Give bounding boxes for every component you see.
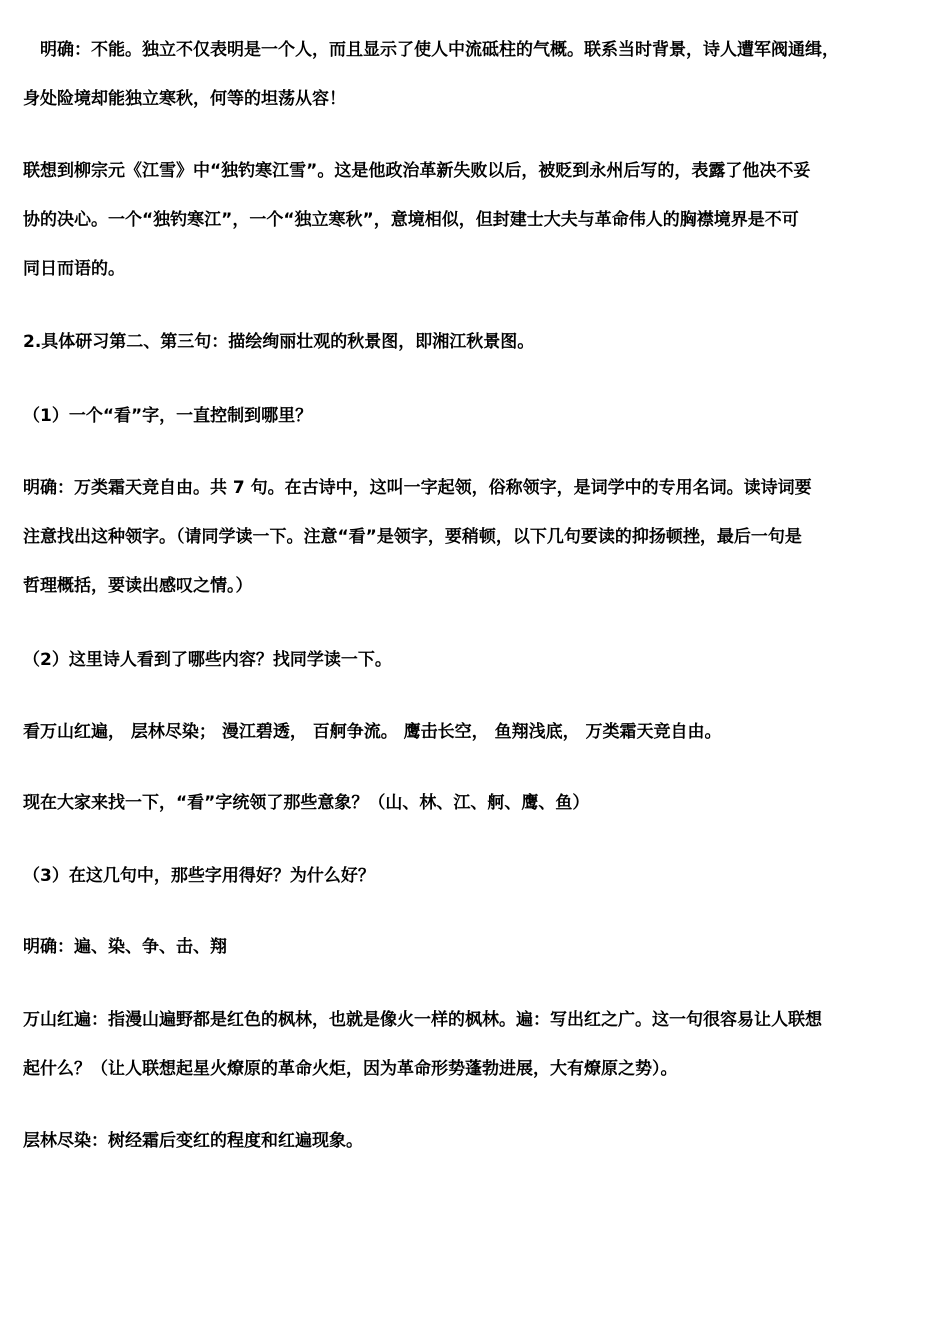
question-2 (23, 636, 933, 685)
text-line: 哲理概括，要读出感叹之情。） (23, 576, 253, 596)
question-3 (23, 852, 933, 901)
paragraph-imagery (23, 779, 933, 828)
text-line: 身处险境却能独立寒秋，何等的坦荡从容！ (23, 89, 346, 109)
poem-lines (23, 708, 933, 757)
text-line: 明确：不能。独立不仅表明是一个人，而且显示了使人中流砥柱的气概。联系当时背景，诗人遭军阀通缉， (23, 40, 839, 60)
paragraph-liu-zongyuan-comparison (23, 147, 933, 294)
text-line: （1）一个“看”字，一直控制到哪里？ (23, 406, 313, 426)
text-line: 明确：万类霜天竞自由。共 7 句。在古诗中，这叫一字起领，俗称领字，是词学中的专用名词。读诗词要 (23, 478, 812, 498)
paragraph-answer-1 (23, 464, 933, 611)
text-line: 万山红遍：指漫山遍野都是红色的枫林，也就是像火一样的枫林。遍：写出红之广。这一句很容易让人联想 (23, 1010, 822, 1030)
section-heading-2 (23, 318, 933, 367)
text-line: 起什么？（让人联想起星火燎原的革命火炬，因为革命形势蓬勃进展，大有燎原之势）。 (23, 1059, 678, 1079)
paragraph-wanshan-hongbian (23, 996, 933, 1094)
text-line: 同日而语的。 (23, 259, 125, 279)
paragraph-cenglin-jinran (23, 1117, 933, 1166)
paragraph-explanation-independence (23, 26, 933, 124)
text-line: 明确：遍、染、争、击、翔 (23, 937, 227, 957)
text-line: （2）这里诗人看到了哪些内容？找同学读一下。 (23, 650, 392, 670)
question-1 (23, 392, 933, 441)
text-line: 注意找出这种领字。（请同学读一下。注意“看”是领字，要稍顿，以下几句要读的抑扬顿挫，最后一句是 (23, 527, 802, 547)
answer-3 (23, 923, 933, 972)
text-line: 看万山红遍， 层林尽染； 漫江碧透， 百舸争流。 鹰击长空， 鱼翔浅底， 万类霜天竞自由。 (23, 722, 722, 742)
text-line: 现在大家来找一下，“看”字统领了那些意象？（山、林、江、舸、鹰、鱼） (23, 793, 590, 813)
text-line: 协的决心。一个“独钓寒江”，一个“独立寒秋”，意境相似，但封建士大夫与革命伟人的胸襟境界是不可 (23, 210, 799, 230)
text-line: 2.具体研习第二、第三句：描绘绚丽壮观的秋景图，即湘江秋景图。 (23, 332, 535, 352)
text-line: 层林尽染：树经霜后变红的程度和红遍现象。 (23, 1131, 363, 1151)
text-line: （3）在这几句中，那些字用得好？为什么好？ (23, 866, 375, 886)
text-line: 联想到柳宗元《江雪》中“独钓寒江雪”。这是他政治革新失败以后，被贬到永州后写的，表露了他决不妥 (23, 161, 811, 181)
